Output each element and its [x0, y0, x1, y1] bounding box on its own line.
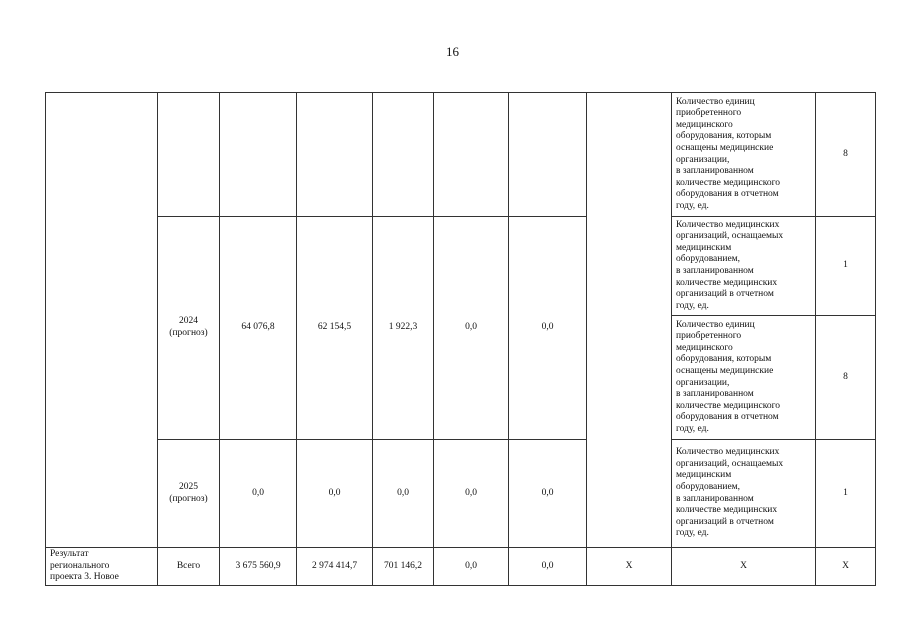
- value-cell: 0,0: [509, 440, 587, 548]
- value-cell: 0,0: [220, 440, 297, 548]
- table-row: [46, 217, 876, 316]
- value-cell: 0,0: [434, 217, 509, 440]
- indicator-value: Х: [816, 548, 876, 586]
- project-name-cell: [46, 93, 158, 548]
- indicator-text: Количество единиц приобретенного медицинского оборудования, которым оснащены медицинские организации, в запланированном количестве медицинского оборудования в отчетном году, ед.: [672, 93, 816, 217]
- value-cell: [434, 93, 509, 217]
- table-row: [46, 440, 876, 548]
- indicator-value: 1: [816, 440, 876, 548]
- column7-cell: Х: [587, 548, 672, 586]
- value-cell: 0,0: [373, 440, 434, 548]
- table-row: [46, 548, 876, 586]
- value-cell: 0,0: [297, 440, 373, 548]
- value-cell: 2 974 414,7: [297, 548, 373, 586]
- year-cell: [158, 93, 220, 217]
- value-cell: [509, 93, 587, 217]
- indicator-text: Количество единиц приобретенного медицинского оборудования, которым оснащены медицинские организации, в запланированном количестве медицинского оборудования в отчетном году, ед.: [672, 316, 816, 440]
- page-number: 16: [446, 44, 459, 59]
- budget-table: [45, 92, 876, 586]
- value-cell: [220, 93, 297, 217]
- value-cell: 1 922,3: [373, 217, 434, 440]
- indicator-value: 1: [816, 217, 876, 316]
- value-cell: 0,0: [509, 217, 587, 440]
- year-cell: Всего: [158, 548, 220, 586]
- value-cell: 0,0: [434, 548, 509, 586]
- value-cell: 3 675 560,9: [220, 548, 297, 586]
- project-name-cell: Результат регионального проекта 3. Новое: [46, 548, 158, 586]
- value-cell: 62 154,5: [297, 217, 373, 440]
- indicator-text: Количество медицинских организаций, оснащаемых медицинским оборудованием, в запланированном количестве медицинских организаций в отчетном году, ед.: [672, 440, 816, 548]
- value-cell: 701 146,2: [373, 548, 434, 586]
- indicator-value: 8: [816, 93, 876, 217]
- year-cell: 2024 (прогноз): [158, 217, 220, 440]
- value-cell: [373, 93, 434, 217]
- indicator-value: 8: [816, 316, 876, 440]
- value-cell: 0,0: [509, 548, 587, 586]
- column7-cell: [587, 93, 672, 548]
- value-cell: [297, 93, 373, 217]
- value-cell: 0,0: [434, 440, 509, 548]
- indicator-text: Х: [672, 548, 816, 586]
- table-row: [46, 93, 876, 217]
- value-cell: 64 076,8: [220, 217, 297, 440]
- indicator-text: Количество медицинских организаций, оснащаемых медицинским оборудованием, в запланированном количестве медицинских организаций в отчетном году, ед.: [672, 217, 816, 316]
- year-cell: 2025 (прогноз): [158, 440, 220, 548]
